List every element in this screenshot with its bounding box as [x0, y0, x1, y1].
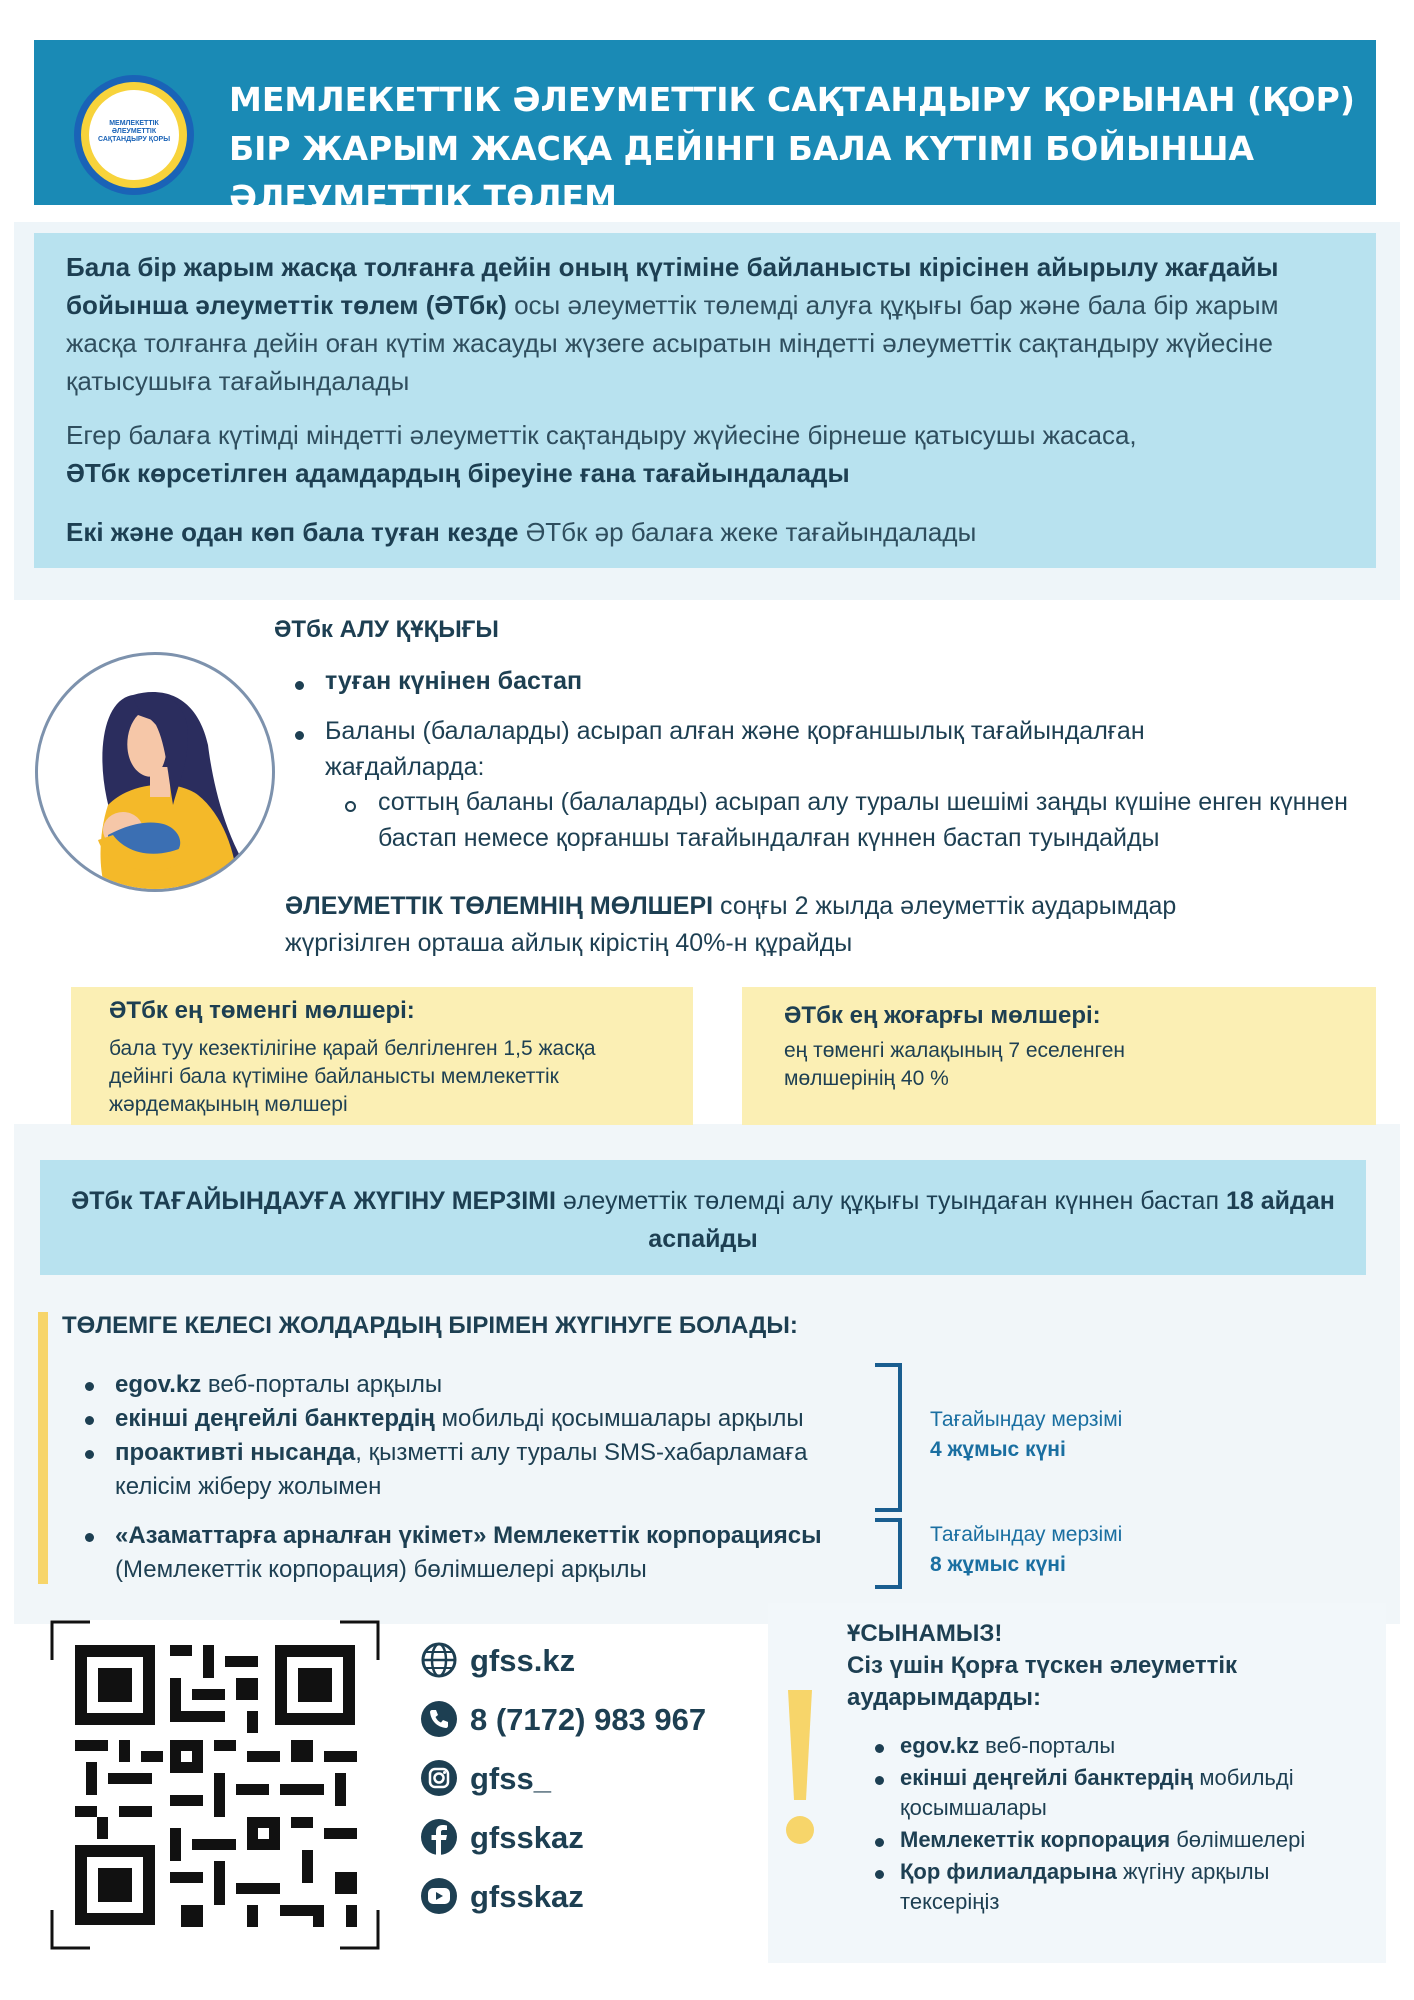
max-amount-title: ӘТбк ең жоғарғы мөлшері:: [784, 1002, 1101, 1029]
bullet-dot: [295, 681, 304, 690]
rights-title: ӘТбк АЛУ ҚҰҚЫҒЫ: [274, 616, 499, 643]
ways-accent-bar: [38, 1312, 48, 1584]
intro-paragraph-3: Екі және одан көп бала туған кезде ӘТбк әр балаға жеке тағайындалады: [66, 517, 977, 547]
ways-title: ТӨЛЕМГЕ КЕЛЕСІ ЖОЛДАРДЫҢ БІРІМЕН ЖҮГІНУГЕ БОЛАДЫ:: [62, 1312, 798, 1339]
min-amount-box: [71, 987, 693, 1125]
rights-item-adoption: Баланы (балаларды) асырап алған және қорғаншылық тағайындалған жағдайларда:: [325, 717, 1145, 781]
recommend-banks: екінші деңгейлі банктердің мобильді қосымшалары: [900, 1765, 1294, 1820]
page-title: МЕМЛЕКЕТТІК ӘЛЕУМЕТТІК САҚТАНДЫРУ ҚОРЫНАН (ҚОР) БІР ЖАРЫМ ЖАСҚА ДЕЙІНГІ БАЛА КҮТІМІ БОЙЫНША ӘЛЕУМЕТТІК ТӨЛЕМ: [229, 80, 1355, 217]
way-banks: екінші деңгейлі банктердің мобильді қосымшалары арқылы: [115, 1405, 804, 1432]
way-gov-corp: «Азаматтарға арналған үкімет» Мемлекеттік корпорациясы (Мемлекеттік корпорация) бөлімшелері арқылы: [115, 1522, 822, 1583]
qr-code[interactable]: [50, 1620, 380, 1950]
term-8-days: Тағайындау мерзімі 8 жұмыс күні: [930, 1523, 1123, 1576]
term-brackets: [870, 1362, 910, 1592]
recommend-branches: Қор филиалдарына жүгіну арқылы тексеріңіз: [900, 1859, 1270, 1914]
deadline-panel: [40, 1160, 1366, 1275]
bullet-dot: [875, 1870, 884, 1879]
way-egov: egov.kz веб-порталы арқылы: [115, 1371, 443, 1398]
instagram-icon: [420, 1759, 458, 1797]
bullet-dot: [295, 731, 304, 740]
bullet-dot: [875, 1744, 884, 1753]
payment-amount: ӘЛЕУМЕТТІК ТӨЛЕМНІҢ МӨЛШЕРІ соңғы 2 жылда әлеуметтік аударымдар жүргізілген орташа айлық кірістің 40%-н құрайды: [285, 892, 1177, 957]
max-amount-text: ең төменгі жалақының 7 еселенген мөлшерінің 40 %: [784, 1039, 1126, 1090]
intro-paragraph-2: Егер балаға күтімді міндетті әлеуметтік сақтандыру жүйесіне бірнеше қатысушы жасаса, ӘТбк көрсетілген адамдардың біреуіне ғана тағайындалады: [66, 420, 1137, 488]
way-proactive: проактивті нысанда, қызметті алу туралы SMS-хабарламаға келісім жіберу жолымен: [115, 1439, 808, 1500]
header-banner: [34, 40, 1376, 217]
bullet-dot: [85, 1450, 94, 1459]
deadline-text: ӘТбк ТАҒАЙЫНДАУҒА ЖҮГІНУ МЕРЗІМІ әлеуметтік төлемді алу құқығы туындаған күннен бастап 18 айдан аспайды: [71, 1187, 1335, 1253]
bullet-dot: [85, 1382, 94, 1391]
max-amount-box: [742, 987, 1376, 1125]
youtube-icon: [420, 1877, 458, 1915]
recommend-egov: egov.kz веб-порталы: [900, 1733, 1116, 1758]
facebook-icon: [420, 1818, 458, 1856]
recommend-gov-corp: Мемлекеттік корпорация бөлімшелері: [900, 1827, 1306, 1852]
mother-illustration: [35, 652, 275, 892]
rights-sub-item: соттың баланы (балаларды) асырап алу туралы шешімі заңды күшіне енген күннен бастап немесе қорғаншы тағайындалған күннен бастап туындайды: [378, 788, 1348, 852]
bullet-dot: [85, 1533, 94, 1542]
sub-bullet-ring: [345, 801, 356, 812]
exclamation-icon: [780, 1690, 820, 1850]
bullet-dot: [875, 1838, 884, 1847]
recommendation-title: ҰСЫНАМЫЗ! Сіз үшін Қорға түскен әлеуметтік аударымдарды:: [847, 1620, 1238, 1711]
gfss-logo: МЕМЛЕКЕТТІК ӘЛЕУМЕТТІК САҚТАНДЫРУ ҚОРЫ: [74, 75, 194, 195]
globe-icon: [420, 1641, 458, 1679]
intro-panel: [34, 233, 1376, 568]
phone-icon: [420, 1700, 458, 1738]
min-amount-title: ӘТбк ең төменгі мөлшері:: [109, 997, 415, 1024]
bullet-dot: [875, 1776, 884, 1785]
min-amount-text: бала туу кезектілігіне қарай белгіленген 1,5 жасқа дейінгі бала күтіміне байланысты мемлекеттік жәрдемақының мөлшері: [109, 1037, 596, 1116]
bullet-dot: [85, 1416, 94, 1425]
intro-paragraph-1: Бала бір жарым жасқа толғанға дейін оның күтіміне байланысты кірісінен айырылу жағдайы бойынша әлеуметтік төлем (ӘТбк) осы әлеуметтік төлемді алуға құқығы бар және бала бір жарым жасқа толғанға дейін оған күтім жасауды жүзеге асыратын міндетті әлеуметтік сақтандыру жүйесіне қатысушыға тағайындалады: [66, 252, 1279, 396]
term-4-days: Тағайындау мерзімі 4 жұмыс күні: [930, 1408, 1123, 1461]
rights-item-birth: туған күнінен бастап: [325, 667, 583, 695]
